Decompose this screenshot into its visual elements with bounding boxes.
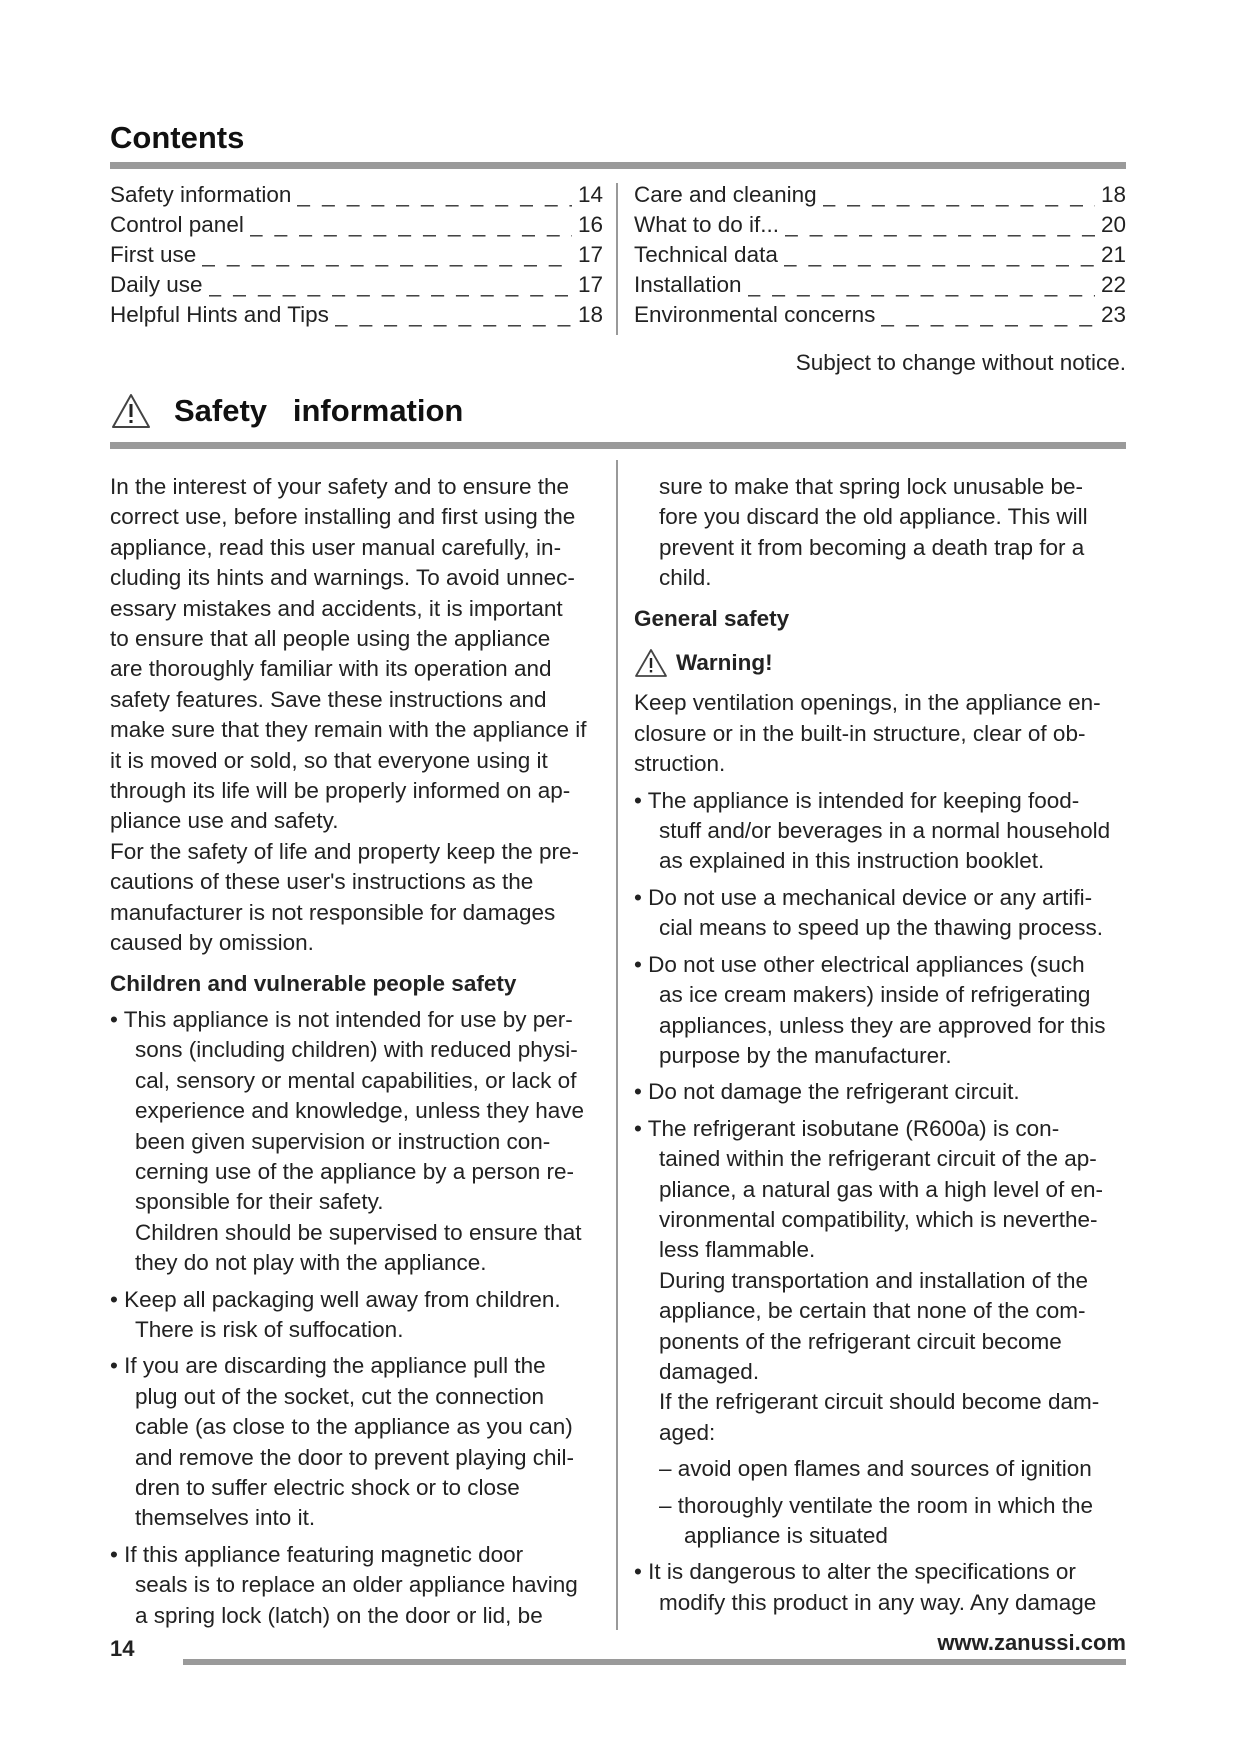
toc-leader [785, 210, 1095, 240]
text-line: caused by omission. [110, 930, 314, 956]
text-line: During transportation and installation of the [659, 1267, 1089, 1293]
bullet-item [634, 1077, 1134, 1107]
right-column [634, 472, 1134, 1618]
toc-entry[interactable] [634, 300, 1126, 330]
text-line: closure or in the built-in structure, clear of ob- [634, 720, 1086, 746]
toc-leader [297, 180, 572, 210]
left-column [110, 472, 610, 1631]
toc-label: Control panel [110, 212, 244, 237]
children-heading: Children and vulnerable people safety [110, 970, 517, 996]
text-line: sons (including children) with reduced physi- [135, 1037, 578, 1063]
toc-page: 16 [577, 212, 603, 237]
text-line: • The appliance is intended for keeping food- [634, 787, 1080, 813]
toc-label: Installation [634, 272, 742, 297]
text-line: cautions of these user's instructions as the [110, 869, 534, 895]
toc-page: 21 [1100, 242, 1126, 267]
safety-header [110, 392, 463, 430]
text-line: There is risk of suffocation. [135, 1316, 404, 1342]
text-line: it is moved or sold, so that everyone using it [110, 747, 548, 773]
text-line: been given supervision or instruction con- [135, 1128, 551, 1154]
divider [110, 162, 1126, 169]
footer-rule [183, 1659, 1126, 1665]
text-line: sponsible for their safety. [135, 1189, 384, 1215]
ventilation-paragraph [634, 688, 1134, 779]
toc-leader [784, 240, 1095, 270]
notice: Subject to change without notice. [795, 350, 1126, 375]
toc-leader [335, 300, 572, 330]
warning-icon [634, 648, 668, 678]
text-line: stuff and/or beverages in a normal household [659, 818, 1111, 844]
text-line: vironmental compatibility, which is neverthe- [659, 1206, 1098, 1232]
text-line: essary mistakes and accidents, it is important [110, 595, 563, 621]
text-line: cal, sensory or mental capabilities, or lack of [135, 1067, 577, 1093]
text-line: experience and knowledge, unless they have [135, 1098, 585, 1124]
toc-entry[interactable] [634, 270, 1126, 300]
toc-page: 17 [577, 242, 603, 267]
text-line: child. [659, 565, 712, 591]
text-line: For the safety of life and property keep the pre- [110, 838, 580, 864]
text-line: prevent it from becoming a death trap for a [659, 534, 1085, 560]
text-line: appliance, read this user manual carefully, in- [110, 534, 562, 560]
text-line: cial means to speed up the thawing process. [659, 915, 1104, 941]
toc-label: Safety information [110, 182, 292, 207]
text-line: cerning use of the appliance by a person re- [135, 1158, 575, 1184]
toc-page: 18 [1100, 182, 1126, 207]
text-line: correct use, before installing and first using the [110, 504, 576, 530]
toc-page: 23 [1100, 302, 1126, 327]
text-line: are thoroughly familiar with its operation and [110, 656, 552, 682]
text-line: sure to make that spring lock unusable be- [659, 474, 1083, 499]
text-line: safety features. Save these instructions and [110, 686, 547, 712]
text-line: and remove the door to prevent playing chil- [135, 1444, 575, 1470]
bullet-item [634, 786, 1134, 877]
text-line: • It is dangerous to alter the specifications or [634, 1559, 1076, 1585]
divider [110, 442, 1126, 449]
toc-label: Care and cleaning [634, 182, 817, 207]
general-heading: General safety [634, 605, 790, 631]
warning-text: Warning! [676, 650, 773, 676]
text-line: tained within the refrigerant circuit of the ap- [659, 1146, 1097, 1172]
toc-entry[interactable] [110, 180, 603, 210]
text-line: themselves into it. [135, 1505, 316, 1531]
bullet-item [634, 1557, 1134, 1618]
text-line: • Do not use other electrical appliances (such [634, 951, 1085, 977]
toc-right [634, 180, 1126, 330]
text-line: pliance use and safety. [110, 808, 339, 834]
toc-page: 22 [1100, 272, 1126, 297]
text-line: less flammable. [659, 1237, 816, 1263]
toc-leader [881, 300, 1095, 330]
text-line: • If this appliance featuring magnetic door [110, 1541, 524, 1567]
text-line: through its life will be properly informed on ap- [110, 778, 571, 804]
text-line: • The refrigerant isobutane (R600a) is con- [634, 1115, 1060, 1141]
toc-leader [202, 240, 572, 270]
toc-left [110, 180, 603, 330]
toc-label: Helpful Hints and Tips [110, 302, 329, 327]
toc-entry[interactable] [110, 240, 603, 270]
toc-page: 17 [577, 272, 603, 297]
text-line: plug out of the socket, cut the connection [135, 1383, 545, 1409]
bullet-item [110, 1351, 610, 1533]
toc-label: What to do if... [634, 212, 780, 237]
toc-page: 18 [577, 302, 603, 327]
text-line: ponents of the refrigerant circuit become [659, 1328, 1062, 1354]
text-line: as explained in this instruction booklet. [659, 848, 1045, 874]
bullet-item [634, 1114, 1134, 1448]
text-line: a spring lock (latch) on the door or lid, be [135, 1602, 543, 1628]
toc-entry[interactable] [110, 300, 603, 330]
text-line: cable (as close to the appliance as you can) [135, 1414, 573, 1440]
text-line: • Do not damage the refrigerant circuit. [634, 1079, 1020, 1105]
text-line: damaged. [659, 1358, 760, 1384]
text-line: purpose by the manufacturer. [659, 1042, 952, 1068]
toc-entry[interactable] [634, 210, 1126, 240]
text-line: pliance, a natural gas with a high level of en- [659, 1176, 1104, 1202]
warning-icon [110, 392, 152, 430]
bullet-item [110, 1285, 610, 1346]
text-line: as ice cream makers) inside of refrigerating [659, 982, 1091, 1008]
text-line: appliances, unless they are approved for this [659, 1012, 1106, 1038]
toc-leader [209, 270, 572, 300]
text-line: struction. [634, 751, 726, 777]
text-line: dren to suffer electric shock or to close [135, 1475, 520, 1500]
dash-item [634, 1491, 1134, 1552]
website-link[interactable]: www.zanussi.com [937, 1630, 1126, 1655]
text-line: appliance is situated [684, 1523, 888, 1548]
text-line: appliance, be certain that none of the com- [659, 1298, 1086, 1324]
column-divider [616, 183, 618, 335]
safety-title: Safety information [174, 393, 464, 428]
text-line: cluding its hints and warnings. To avoid unnec- [110, 565, 575, 591]
continued-bullet [634, 472, 1134, 594]
text-line: • Keep all packaging well away from children. [110, 1286, 561, 1312]
toc-label: First use [110, 242, 197, 267]
dash-item [634, 1454, 1134, 1484]
text-line: to ensure that all people using the appliance [110, 626, 551, 652]
text-line: • If you are discarding the appliance pull the [110, 1353, 546, 1379]
text-line: If the refrigerant circuit should become dam- [659, 1389, 1100, 1415]
contents-title: Contents [110, 120, 245, 155]
bullet-item [634, 950, 1134, 1072]
toc-leader [823, 180, 1095, 210]
text-line: fore you discard the old appliance. This will [659, 504, 1088, 530]
toc-entry[interactable] [110, 210, 603, 240]
toc-page: 14 [577, 182, 603, 207]
bullet-item [110, 1540, 610, 1631]
text-line: – avoid open flames and sources of ignition [659, 1456, 1092, 1482]
toc-label: Technical data [634, 242, 778, 267]
toc-leader [250, 210, 572, 240]
text-line: – thoroughly ventilate the room in which the [659, 1492, 1094, 1518]
text-line: In the interest of your safety and to ensure the [110, 474, 570, 499]
text-line: they do not play with the appliance. [135, 1250, 487, 1276]
text-line: • This appliance is not intended for use by per- [110, 1006, 573, 1032]
column-divider [616, 460, 618, 1630]
text-line: make sure that they remain with the appliance if [110, 717, 587, 743]
toc-page: 20 [1100, 212, 1126, 237]
toc-label: Daily use [110, 272, 203, 297]
text-line: • Do not use a mechanical device or any artifi- [634, 884, 1093, 910]
text-line: modify this product in any way. Any damage [659, 1589, 1097, 1615]
warning-label [634, 648, 1134, 678]
toc-entry[interactable] [634, 240, 1126, 270]
toc-entry[interactable] [110, 270, 603, 300]
toc-leader [748, 270, 1095, 300]
bullet-item [634, 883, 1134, 944]
text-line: Keep ventilation openings, in the appliance en- [634, 690, 1101, 716]
text-line: aged: [659, 1419, 716, 1445]
toc-label: Environmental concerns [634, 302, 876, 327]
toc-entry[interactable] [634, 180, 1126, 210]
text-line: seals is to replace an older appliance having [135, 1572, 578, 1598]
bullet-item [110, 1005, 610, 1279]
text-line: Children should be supervised to ensure that [135, 1219, 582, 1245]
intro-paragraph [110, 472, 610, 959]
page-number: 14 [110, 1636, 135, 1661]
text-line: manufacturer is not responsible for damages [110, 899, 556, 925]
